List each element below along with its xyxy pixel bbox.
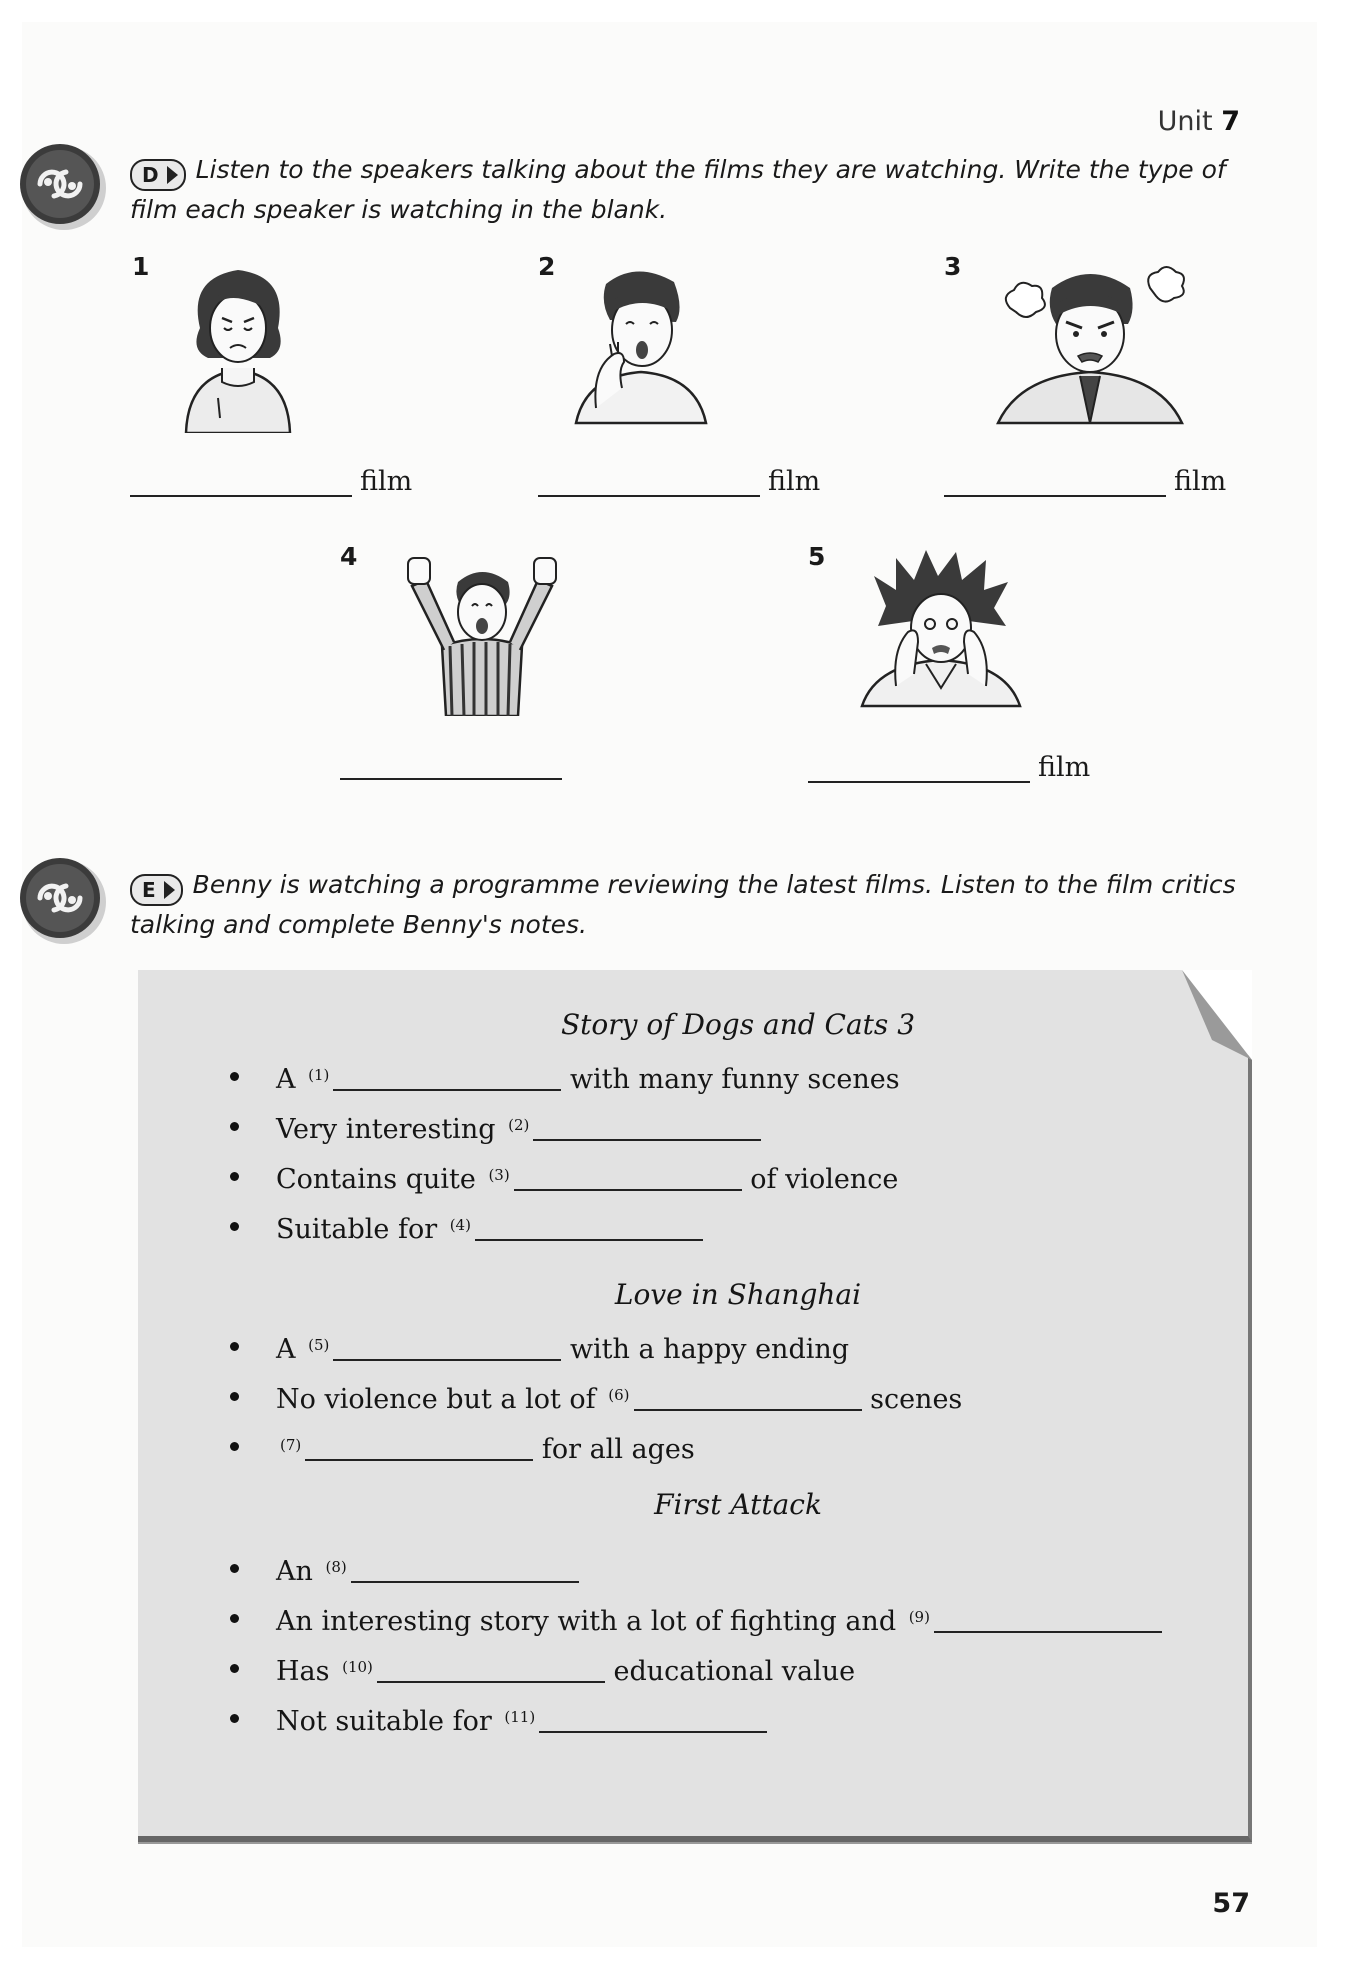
sad-woman-illustration-icon [178, 258, 298, 433]
figure-number-1: 1 [132, 252, 150, 281]
page-fold-icon [1182, 970, 1252, 1060]
figure-2-answer [538, 466, 820, 497]
note-item: An $^{(8)}$ [228, 1542, 1188, 1592]
figure-number-4: 4 [340, 542, 358, 571]
film-title-1: Story of Dogs and Cats 3 [560, 1008, 916, 1041]
bennys-notes-sheet [138, 970, 1252, 1842]
audio-cd-icon[interactable] [18, 854, 110, 946]
film-title-3: First Attack [654, 1488, 822, 1521]
answer-blank-9[interactable] [934, 1607, 1162, 1633]
answer-blank-6[interactable] [634, 1385, 862, 1411]
answer-blank-7[interactable] [305, 1435, 533, 1461]
exercise-d-instruction [130, 151, 1260, 229]
scared-person-illustration-icon [856, 546, 1026, 716]
figure-number-5: 5 [808, 542, 826, 571]
answer-blank-5[interactable] [333, 1335, 561, 1361]
note-item: No violence but a lot of $^{(6)}$ scenes [228, 1370, 1188, 1420]
figure-3-answer [944, 466, 1226, 497]
answer-blank-4[interactable] [475, 1215, 703, 1241]
film-title-2: Love in Shanghai [614, 1278, 862, 1311]
unit-number: 7 [1221, 106, 1240, 137]
figure-2-suffix: film [768, 466, 821, 497]
figure-5-answer [808, 752, 1090, 783]
figure-5-blank[interactable] [808, 755, 1030, 783]
exercise-e-instruction [130, 866, 1260, 944]
note-item: Suitable for $^{(4)}$ [228, 1200, 1188, 1250]
play-triangle-icon [167, 166, 178, 184]
note-item: $^{(7)}$ for all ages [228, 1420, 1188, 1470]
note-item: Very interesting $^{(2)}$ [228, 1100, 1188, 1150]
figure-3-suffix: film [1174, 466, 1227, 497]
yawning-man-illustration-icon [566, 258, 716, 428]
note-item: Has $^{(10)}$ educational value [228, 1642, 1188, 1692]
note-item: An interesting story with a lot of fighting and $^{(9)}$ [228, 1592, 1188, 1642]
exercise-e-text: Benny is watching a programme reviewing the latest films. Listen to the film critics talking and complete Benny's notes. [130, 870, 1236, 939]
exercise-d-badge: D [130, 159, 186, 191]
note-item: Not suitable for $^{(11)}$ [228, 1692, 1188, 1742]
figure-5-suffix: film [1038, 752, 1091, 783]
figure-2-blank[interactable] [538, 469, 760, 497]
answer-blank-1[interactable] [333, 1065, 561, 1091]
notes-body [228, 1000, 1188, 1742]
answer-blank-11[interactable] [539, 1707, 767, 1733]
note-item: A $^{(1)}$ with many funny scenes [228, 1050, 1188, 1100]
answer-blank-10[interactable] [377, 1657, 605, 1683]
figure-4-answer [340, 752, 570, 780]
exercise-d-text: Listen to the speakers talking about the films they are watching. Write the type of film each speaker is watching in the blank. [130, 155, 1226, 224]
angry-man-illustration-icon [990, 258, 1190, 428]
answer-blank-8[interactable] [351, 1557, 579, 1583]
film-1-notes [228, 1050, 1188, 1250]
figure-4-blank[interactable] [340, 752, 562, 780]
note-item: Contains quite $^{(3)}$ of violence [228, 1150, 1188, 1200]
exercise-e-badge: E [130, 874, 183, 906]
figure-1-blank[interactable] [130, 469, 352, 497]
answer-blank-2[interactable] [533, 1115, 761, 1141]
figure-1-suffix: film [360, 466, 413, 497]
unit-header [1158, 106, 1240, 137]
cheering-boy-illustration-icon [392, 546, 572, 716]
note-item: A $^{(5)}$ with a happy ending [228, 1320, 1188, 1370]
audio-cd-icon[interactable] [18, 140, 110, 232]
figure-1-answer [130, 466, 412, 497]
figure-number-2: 2 [538, 252, 556, 281]
page-number: 57 [1212, 1888, 1250, 1919]
unit-word: Unit [1157, 106, 1213, 137]
answer-blank-3[interactable] [514, 1165, 742, 1191]
figure-3-blank[interactable] [944, 469, 1166, 497]
film-2-notes [228, 1320, 1188, 1470]
play-triangle-icon [164, 881, 175, 899]
film-3-notes [228, 1542, 1188, 1742]
figure-number-3: 3 [944, 252, 962, 281]
